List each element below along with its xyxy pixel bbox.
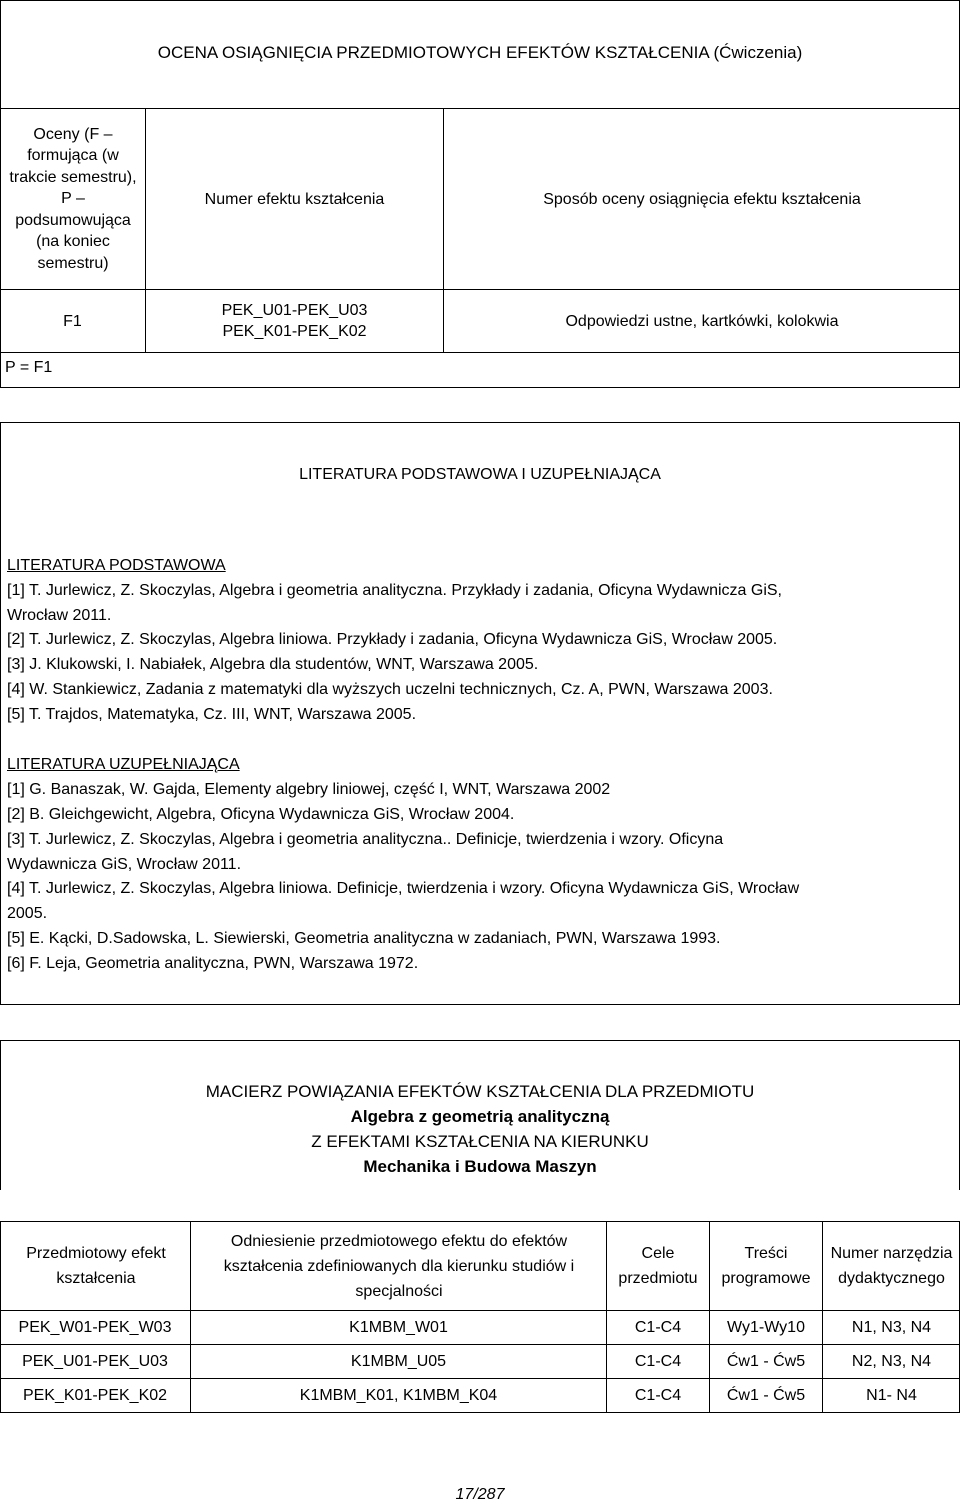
supp-item: 2005.	[7, 905, 48, 922]
supp-item: Wydawnicza GiS, Wrocław 2011.	[7, 856, 242, 873]
supp-item: [4] T. Jurlewicz, Z. Skoczylas, Algebra liniowa. Definicje, twierdzenia i wzory. Oficyna Wydawnicza GiS, Wrocław	[7, 880, 800, 897]
supp-item: [6] F. Leja, Geometria analityczna, PWN, Warszawa 1972.	[7, 955, 419, 972]
final-grade: P = F1	[5, 359, 53, 376]
matrix-col-content: Treści programowe	[721, 1245, 811, 1287]
table-row-cell: N1- N4	[866, 1387, 917, 1404]
table-row-cell: Ćw1 - Ćw5	[726, 1387, 806, 1404]
table-row-cell: PEK_U01-PEK_U03	[22, 1353, 168, 1370]
effect-number-header: Numer efektu kształcenia	[204, 190, 385, 208]
table-row-cell: Ćw1 - Ćw5	[726, 1353, 806, 1370]
basic-item: [2] T. Jurlewicz, Z. Skoczylas, Algebra liniowa. Przykłady i zadania, Oficyna Wydawnicza GiS, Wrocław 2005.	[7, 631, 778, 648]
supplementary-literature-heading: LITERATURA UZUPEŁNIAJĄCA	[7, 756, 240, 773]
table-row-cell: K1MBM_U05	[350, 1353, 447, 1370]
page-number: 17/287	[455, 1486, 505, 1503]
table-row-cell: K1MBM_W01	[349, 1319, 448, 1336]
effect-line-1: PEK_U01-PEK_U03	[221, 302, 368, 319]
supp-item: [3] T. Jurlewicz, Z. Skoczylas, Algebra i geometria analityczna.. Definicje, twierdzenia i wzory. Oficyna	[7, 831, 724, 848]
table-row-cell: C1-C4	[634, 1319, 682, 1336]
basic-literature-heading: LITERATURA PODSTAWOWA	[7, 557, 226, 574]
matrix-col-tool: Numer narzędzia dydaktycznego	[830, 1245, 953, 1287]
basic-item: [4] W. Stankiewicz, Zadania z matematyki dla wyższych uczelni technicznych, Cz. A, PWN, Warszawa 2003.	[7, 681, 773, 698]
basic-item: [3] J. Klukowski, I. Nabiałek, Algebra dla studentów, WNT, Warszawa 2005.	[7, 656, 539, 673]
literature-title: LITERATURA PODSTAWOWA I UZUPEŁNIAJĄCA	[299, 466, 661, 483]
matrix-col-reference: Odniesienie przedmiotowego efektu do efektów kształcenia zdefiniowanych dla kierunku studiów i specjalności	[223, 1232, 575, 1300]
matrix-col-effect: Przedmiotowy efekt kształcenia	[26, 1245, 166, 1287]
effect-number-cell	[146, 290, 443, 352]
method-header: Sposób oceny osiągnięcia efektu kształcenia	[543, 190, 861, 208]
matrix-field: Mechanika i Budowa Maszyn	[363, 1157, 597, 1176]
supp-item: [1] G. Banaszak, W. Gajda, Elementy algebry liniowej, część I, WNT, Warszawa 2002	[7, 781, 611, 798]
matrix-subject: Algebra z geometrią analityczną	[350, 1107, 610, 1126]
effect-line-2: PEK_K01-PEK_K02	[222, 323, 367, 340]
table-row-cell: K1MBM_K01, K1MBM_K04	[299, 1387, 498, 1404]
method-cell: Odpowiedzi ustne, kartkówki, kolokwia	[565, 312, 839, 330]
grades-header: Oceny (F – formująca (w trakcie semestru), P – podsumowująca (na koniec semestru)	[9, 125, 137, 272]
basic-item: [1] T. Jurlewicz, Z. Skoczylas, Algebra i geometria analityczna. Przykłady i zadania, Oficyna Wydawnicza GiS,	[7, 582, 782, 599]
matrix-col-goals: Cele przedmiotu	[618, 1245, 698, 1287]
grade-f1: F1	[63, 312, 82, 330]
supp-item: [5] E. Kącki, D.Sadowska, L. Siewierski, Geometria analityczna w zadaniach, PWN, Warszawa 1993.	[7, 930, 721, 947]
basic-item: [5] T. Trajdos, Matematyka, Cz. III, WNT, Warszawa 2005.	[7, 706, 417, 723]
supp-item: [2] B. Gleichgewicht, Algebra, Oficyna Wydawnicza GiS, Wrocław 2004.	[7, 806, 515, 823]
basic-item: Wrocław 2011.	[7, 607, 112, 624]
table-row-cell: N1, N3, N4	[851, 1319, 932, 1336]
matrix-heading-1: MACIERZ POWIĄZANIA EFEKTÓW KSZTAŁCENIA DLA PRZEDMIOTU	[205, 1082, 755, 1101]
table-row-cell: Wy1-Wy10	[727, 1319, 805, 1336]
matrix-heading-3: Z EFEKTAMI KSZTAŁCENIA NA KIERUNKU	[311, 1132, 649, 1151]
table-row-cell: PEK_W01-PEK_W03	[18, 1319, 172, 1336]
table-row-cell: N2, N3, N4	[851, 1353, 932, 1370]
assessment-title: OCENA OSIĄGNIĘCIA PRZEDMIOTOWYCH EFEKTÓW KSZTAŁCENIA (Ćwiczenia)	[157, 43, 803, 62]
table-row-cell: C1-C4	[634, 1353, 682, 1370]
table-row-cell: C1-C4	[634, 1387, 682, 1404]
table-row-cell: PEK_K01-PEK_K02	[22, 1387, 168, 1404]
